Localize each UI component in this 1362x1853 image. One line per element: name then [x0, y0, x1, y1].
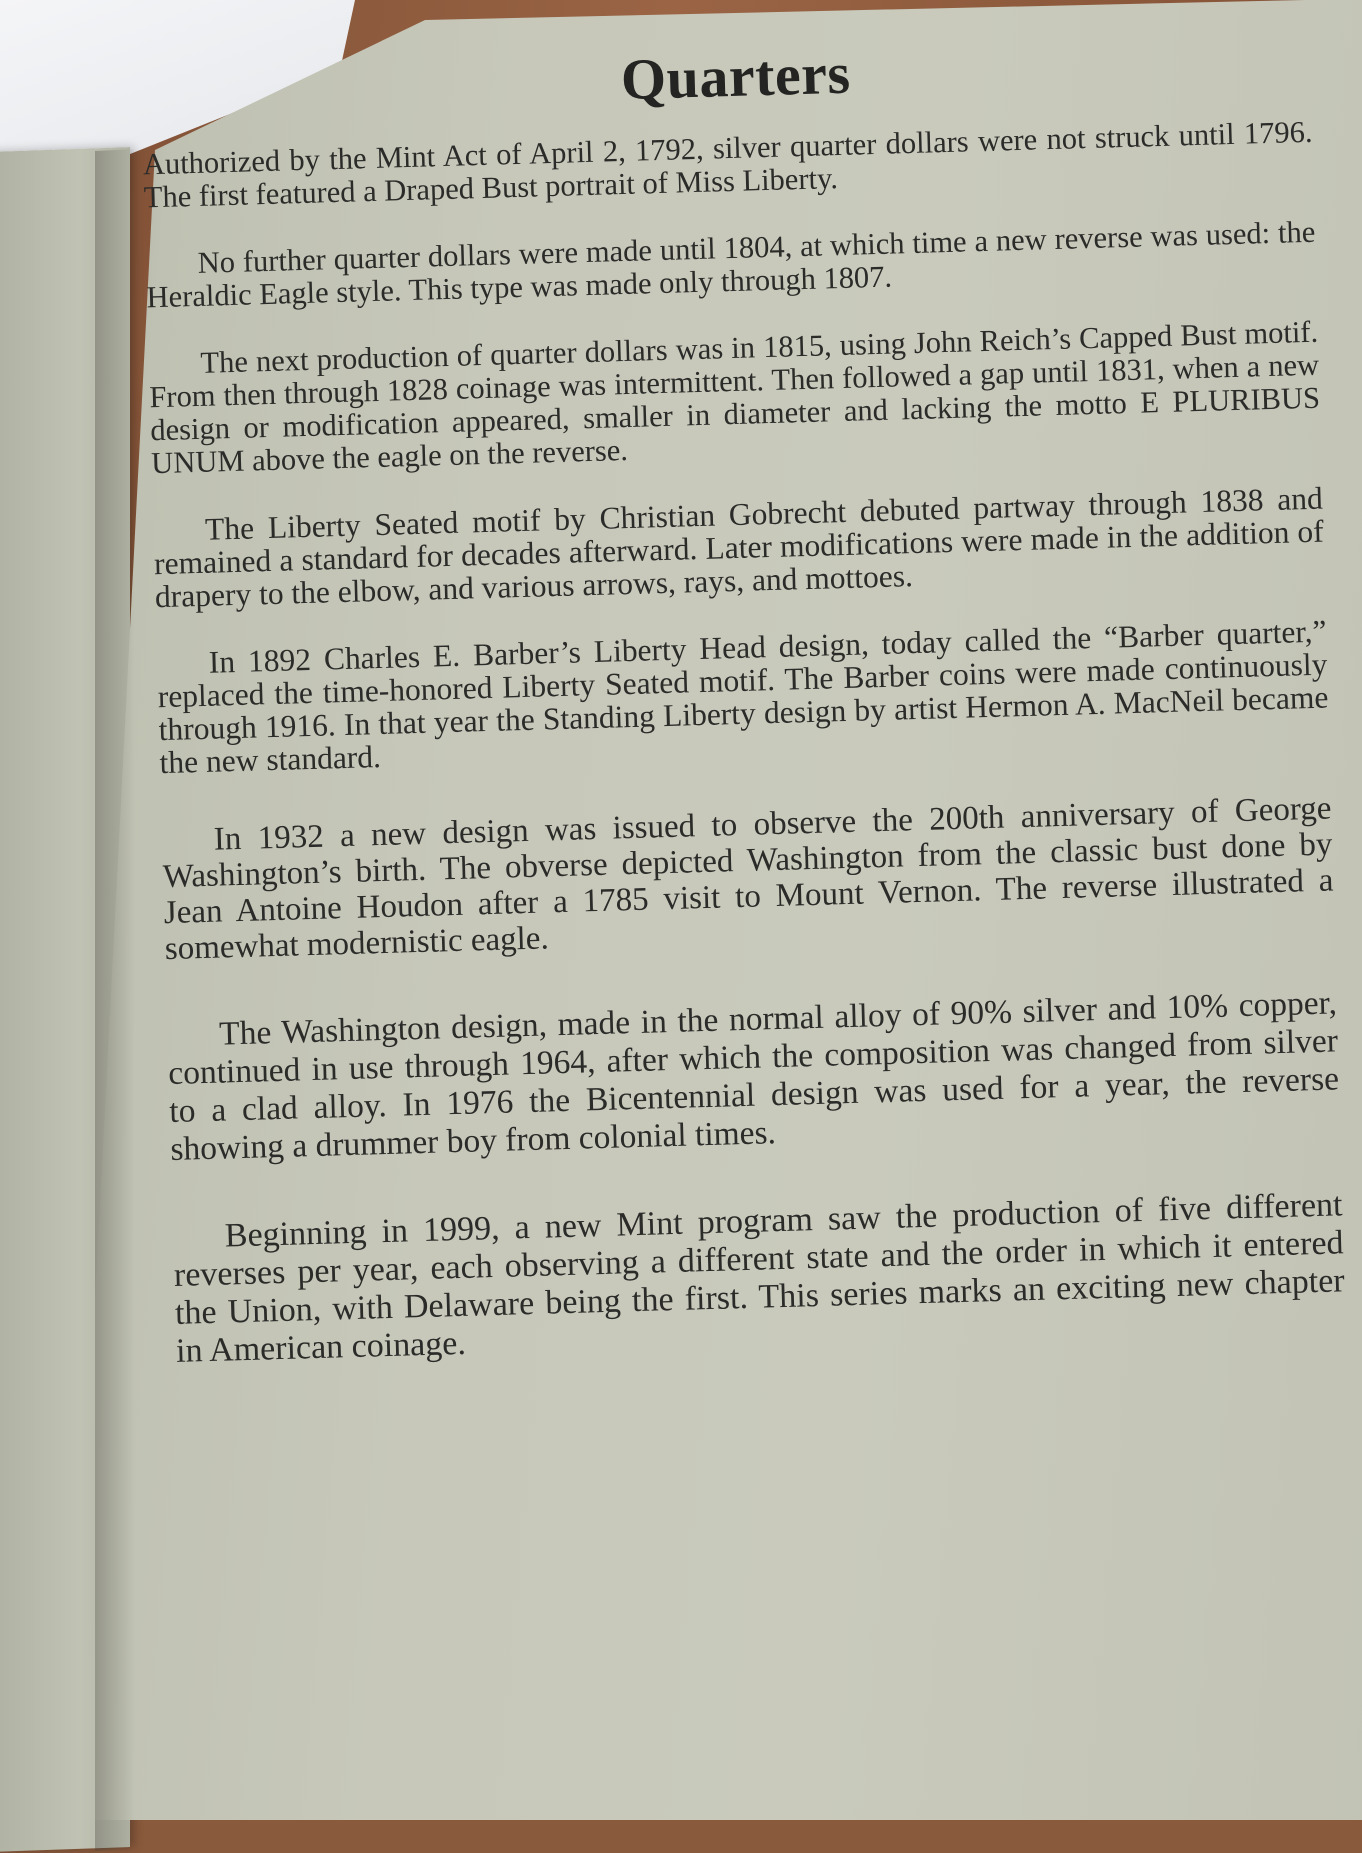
paragraph: Authorized by the Mint Act of April 2, 1792, silver quarter dollars were not struck until 1796. The first featured a Draped Bust portrait of Miss Liberty.	[142, 114, 1313, 215]
paragraph: No further quarter dollars were made until 1804, at which time a new reverse was used: the Heraldic Eagle style. This type was made only through 1807.	[146, 214, 1316, 315]
page-title: Quarters	[620, 40, 852, 113]
paragraph: In 1892 Charles E. Barber’s Liberty Head design, today called the “Barber quarter,” replaced the time-honored Liberty Seated motif. The Barber coins were made continuously through 1916. In that year the Standing Liberty design by artist Hermon A. MacNeil became the new standard.	[157, 613, 1329, 781]
paragraph: Beginning in 1999, a new Mint program saw the production of five different reverses per year, each observing a different state and the order in which it entered the Union, with Delaware being the first. This series marks an exciting new chapter in American coinage.	[173, 1186, 1346, 1370]
paragraph: The next production of quarter dollars was in 1815, using John Reich’s Capped Bust motif. From then through 1828 coinage was intermittent. Then followed a gap until 1831, when a new design or modification appeared, smaller in diameter and lacking the motto E PLURIBUS UNUM above the eagle on the reverse.	[148, 314, 1321, 481]
paragraph: The Washington design, made in the normal alloy of 90% silver and 10% copper, continued in use through 1964, after which the composition was changed from silver to a clad alloy. In 1976 the Bicentennial design was used for a year, the reverse showing a drummer boy from colonial times.	[167, 984, 1340, 1169]
paragraph: In 1932 a new design was issued to observe the 200th anniversary of George Washington’s birth. The obverse depicted Washington from the classic bust done by Jean Antoine Houdon after a 1785 visit to Mount Vernon. The reverse illustrated a somewhat modernistic eagle.	[162, 790, 1334, 968]
paragraph: The Liberty Seated motif by Christian Gobrecht debuted partway through 1838 and remained a standard for decades afterward. Later modifications were made in the addition of drapery to the elbow, and various arrows, rays, and mottoes.	[153, 480, 1325, 615]
page-content	[120, 27, 1347, 1406]
